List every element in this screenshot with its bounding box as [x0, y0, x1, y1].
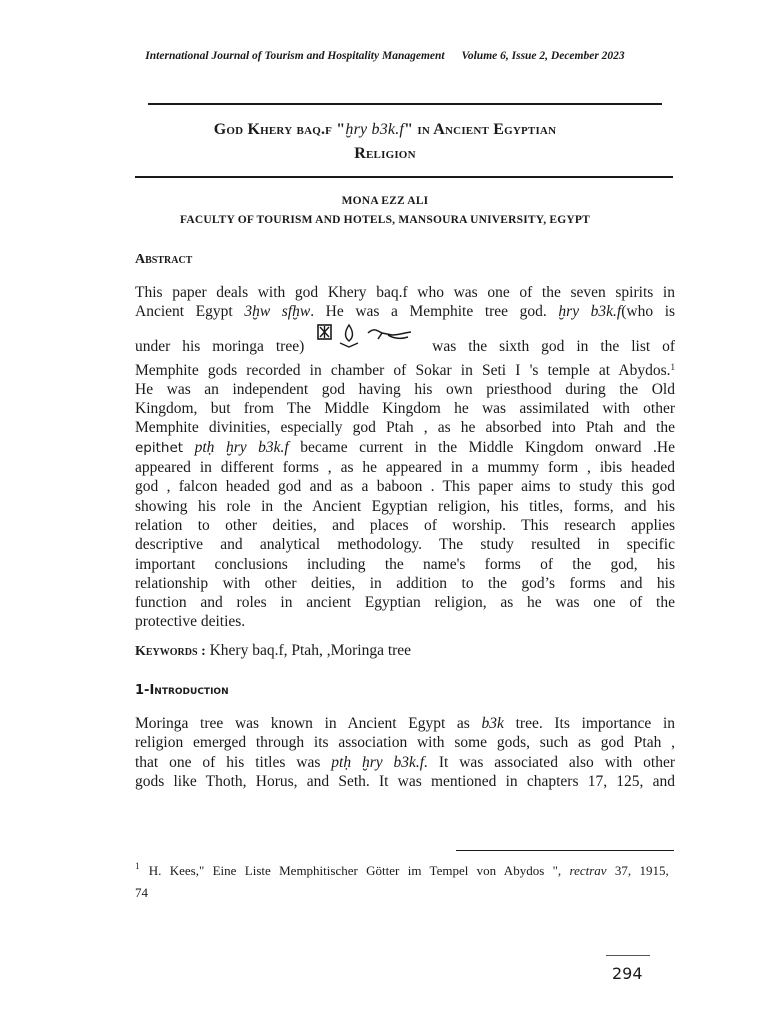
title-bottom-rule	[135, 176, 673, 178]
footnote-text: H. Kees," Eine Liste Memphitischer Götter im Tempel von Abydos ", rectrav 37, 1915,	[148, 863, 669, 878]
title-top-rule	[148, 103, 662, 105]
hieroglyph-group-icon	[316, 323, 420, 361]
keywords-text: Khery baq.f, Ptah, ,Moringa tree	[205, 642, 412, 659]
page-number: 294	[612, 964, 643, 983]
abstract-line: showing his role in the Ancient Egyptian religion, his titles, forms, and his	[135, 497, 675, 515]
transliteration: 3ḫw sfḫw	[244, 303, 311, 321]
abstract-line: under his moringa tree) was the sixth god in the list of	[135, 323, 675, 361]
introduction-heading: 1-Introduction	[135, 683, 229, 698]
abstract-line: god , falcon headed god and as a baboon . This paper aims to study this god	[135, 478, 675, 496]
intro-line: that one of his titles was ptḥ ḫry b3k.f. It was associated also with other	[135, 753, 675, 771]
author-affiliation: FACULTY OF TOURISM AND HOTELS, MANSOURA UNIVERSITY, EGYPT	[179, 214, 591, 226]
footnote	[135, 860, 675, 904]
abstract-heading: Abstract	[135, 252, 193, 267]
author-name: MONA EZZ ALI	[341, 195, 429, 207]
abstract-line: epithet ptḥ ḫry b3k.f became current in the Middle Kingdom onward .He	[135, 438, 675, 456]
journal-name: International Journal of Tourism and Hospitality Management	[145, 50, 445, 62]
introduction-body	[135, 714, 675, 791]
footnote-page: 74	[135, 885, 148, 900]
abstract-line: important conclusions including the name's forms of the god, his	[135, 555, 675, 573]
abstract-line: function and roles in ancient Egyptian religion, as he was one of the	[135, 594, 675, 612]
abstract-line: Memphite gods recorded in chamber of Sokar in Seti I 's temple at Abydos.$^1$	[135, 361, 675, 379]
footnote-marker: 1	[670, 361, 675, 372]
keywords	[135, 642, 411, 660]
intro-line: gods like Thoth, Horus, and Seth. It was mentioned in chapters 17, 125, and	[135, 772, 675, 790]
page-number-rule	[606, 955, 650, 956]
transliteration: ḫry b3k.f	[558, 303, 622, 321]
abstract-line: This paper deals with god Khery baq.f who was one of the seven spirits in	[135, 284, 675, 301]
abstract-line: Ancient Egypt 3ḫw sfḫw. He was a Memphite tree god. ḫry b3k.f(who is	[135, 303, 675, 321]
running-header	[0, 50, 770, 62]
keywords-label: Keywords :	[135, 644, 206, 659]
abstract-line: descriptive and analytical methodology. The study resulted in specific	[135, 536, 675, 554]
footnote-separator	[456, 850, 674, 851]
transliteration: ptḥ ḫry b3k.f	[194, 438, 289, 456]
title-part-3: Religion	[354, 145, 416, 162]
footnote-number: 1	[135, 861, 140, 871]
abstract-line: appeared in different forms , as he appeared in a mummy form , ibis headed	[135, 459, 675, 477]
abstract-line: protective deities.	[135, 613, 246, 631]
title-part-2: " in Ancient Egyptian	[404, 121, 557, 138]
transliteration: b3k	[481, 715, 504, 732]
transliteration: ptḥ ḫry b3k.f.	[331, 753, 428, 771]
title-part-1: God Khery baq.f "	[213, 121, 346, 138]
journal-volume: Volume 6, Issue 2, December 2023	[461, 50, 625, 62]
abstract-line: Kingdom, but from The Middle Kingdom he was assimilated with other	[135, 400, 675, 418]
abstract-line: Memphite divinities, especially god Ptah , as he absorbed into Ptah and the	[135, 419, 675, 437]
title-transliteration: ḫry b3k.f	[345, 121, 405, 138]
intro-line: religion emerged through its association with some gods, such as god Ptah ,	[135, 734, 675, 752]
paper-title	[120, 118, 650, 166]
abstract-body	[135, 283, 675, 632]
abstract-line: relation to other deities, and places of worship. This research applies	[135, 516, 675, 534]
abstract-line: relationship with other deities, in addition to the god’s forms and his	[135, 574, 675, 592]
intro-line: Moringa tree was known in Ancient Egypt as b3k tree. Its importance in	[135, 715, 675, 732]
abstract-line: He was an independent god having his own priesthood during the Old	[135, 380, 675, 398]
